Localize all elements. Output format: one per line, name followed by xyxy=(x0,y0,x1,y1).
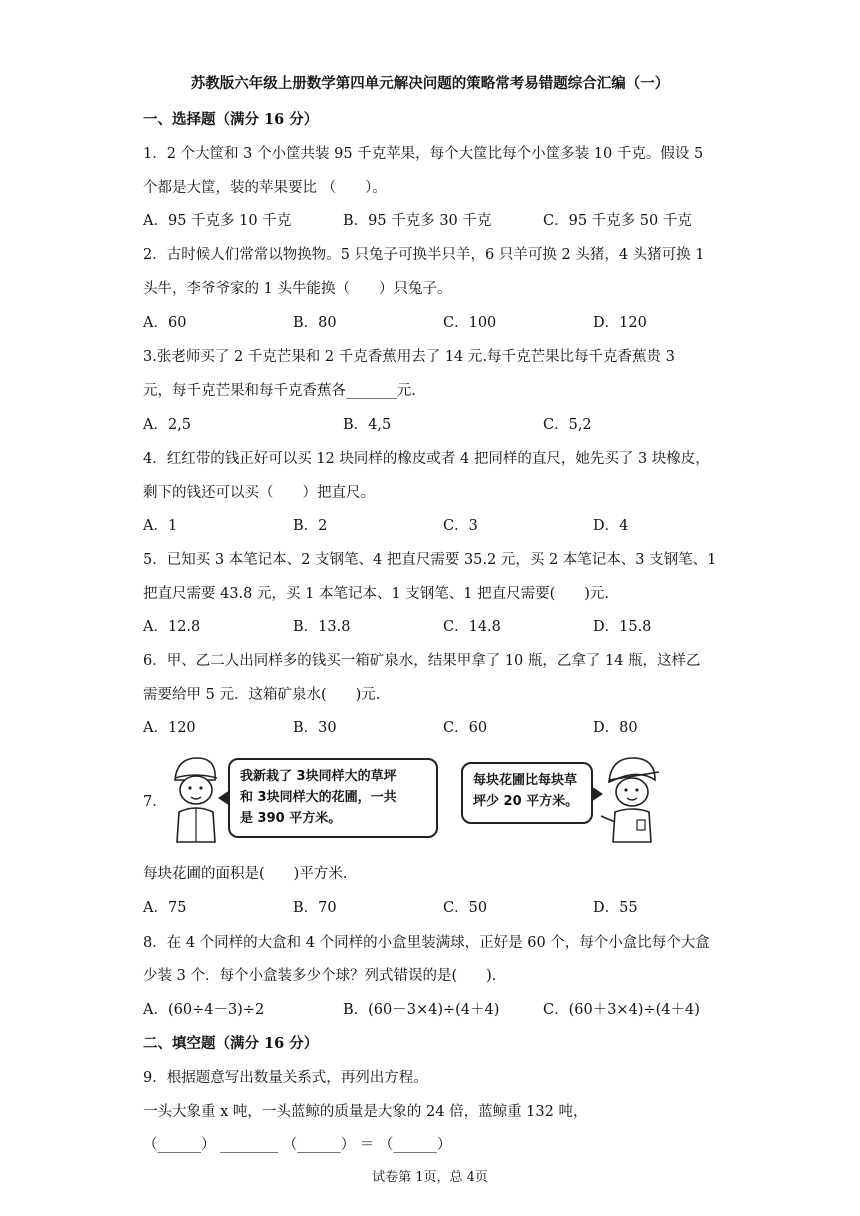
question-6-option-b: B．30 xyxy=(293,720,337,736)
speech-bubble-right xyxy=(461,762,593,824)
question-3-option-a: A．2,5 xyxy=(143,417,192,433)
question-4-option-b: B．2 xyxy=(293,518,328,534)
question-4-line-1: 4．红红带的钱正好可以买 12 块同样的橡皮或者 4 把同样的直尺，她先买了 3 块橡皮， xyxy=(143,451,710,467)
question-4-option-c: C．3 xyxy=(443,518,478,534)
question-6-option-d: D．80 xyxy=(593,720,638,736)
question-3-option-b: B．4,5 xyxy=(343,417,392,433)
page-title: 苏教版六年级上册数学第四单元解决问题的策略常考易错题综合汇编（一） xyxy=(190,75,670,92)
question-2-line-2: 头牛，李爷爷家的 1 头牛能换（ ）只兔子。 xyxy=(143,281,452,297)
boy-left-icon xyxy=(165,750,225,846)
question-1-option-c: C．95 千克多 50 千克 xyxy=(543,213,692,229)
question-3-line-1: 3.张老师买了 2 千克芒果和 2 千克香蕉用去了 14 元.每千克芒果比每千克香蕉贵 3 xyxy=(143,349,675,365)
question-6-option-c: C．60 xyxy=(443,720,488,736)
question-6-line-2: 需要给甲 5 元．这箱矿泉水( )元. xyxy=(143,687,381,703)
question-1-option-b: B．95 千克多 30 千克 xyxy=(343,213,492,229)
question-9-answer-blanks: （______） ________ （______） ＝ （______） xyxy=(143,1137,452,1153)
question-6-line-1: 6．甲、乙二人出同样多的钱买一箱矿泉水，结果甲拿了 10 瓶，乙拿了 14 瓶，这样乙 xyxy=(143,653,701,669)
question-9-line-2: 一头大象重 x 吨，一头蓝鲸的质量是大象的 24 倍，蓝鲸重 132 吨， xyxy=(143,1104,588,1120)
bubble-left-line-3: 是 390 平方米。 xyxy=(240,811,342,826)
question-2-option-c: C．100 xyxy=(443,315,497,331)
question-4-option-d: D．4 xyxy=(593,518,629,534)
speech-tail-left xyxy=(218,790,230,806)
question-8-line-1: 8．在 4 个同样的大盒和 4 个同样的小盒里装满球，正好是 60 个，每个小盒比每个大盒 xyxy=(143,935,710,951)
question-7-number: 7． xyxy=(143,794,167,810)
section-heading-fill: 二、填空题（满分 16 分） xyxy=(143,1035,319,1052)
speech-bubble-left xyxy=(228,758,438,838)
question-5-option-b: B．13.8 xyxy=(293,619,351,635)
question-6-option-a: A．120 xyxy=(143,720,196,736)
question-1-option-a: A．95 千克多 10 千克 xyxy=(143,213,292,229)
question-2-line-1: 2．古时候人们常常以物换物。5 只兔子可换半只羊，6 只羊可换 2 头猪，4 头猪可换 1 xyxy=(143,247,705,263)
question-5-option-c: C．14.8 xyxy=(443,619,501,635)
bubble-left-line-1: 我新栽了 3块同样大的草坪 xyxy=(240,769,397,784)
question-4-line-2: 剩下的钱还可以买（ ）把直尺。 xyxy=(143,485,375,501)
question-5-line-2: 把直尺需要 43.8 元，买 1 本笔记本、1 支钢笔、1 把直尺需要( )元. xyxy=(143,586,610,602)
question-1-line-1: 1．2 个大筐和 3 个小筐共装 95 千克苹果，每个大筐比每个小筐多装 10 千克。假设 5 xyxy=(143,146,704,162)
bubble-left-line-2: 和 3块同样大的花圃，一共 xyxy=(240,790,397,805)
question-1-line-2: 个都是大筐，装的苹果要比 （ ）。 xyxy=(143,180,387,196)
question-8-option-b: B．(60－3×4)÷(4＋4) xyxy=(343,1002,500,1018)
question-3-option-c: C．5,2 xyxy=(543,417,592,433)
question-7-option-a: A．75 xyxy=(143,900,187,916)
question-3-line-2: 元，每千克芒果和每千克香蕉各_______元. xyxy=(143,383,416,399)
boy-right-icon xyxy=(601,752,663,846)
question-8-option-c: C．(60＋3×4)÷(4＋4) xyxy=(543,1002,700,1018)
question-7-illustration xyxy=(143,750,713,846)
question-7-option-b: B．70 xyxy=(293,900,337,916)
question-9-line-1: 9．根据题意写出数量关系式，再列出方程。 xyxy=(143,1070,428,1086)
question-4-option-a: A．1 xyxy=(143,518,178,534)
page-footer: 试卷第 1页，总 4页 xyxy=(372,1170,488,1185)
section-heading-choice: 一、选择题（满分 16 分） xyxy=(143,111,319,128)
question-7-option-c: C．50 xyxy=(443,900,488,916)
question-2-option-b: B．80 xyxy=(293,315,337,331)
question-5-line-1: 5．已知买 3 本笔记本、2 支钢笔、4 把直尺需要 35.2 元，买 2 本笔记本、3 支钢笔、1 xyxy=(143,552,717,568)
question-7-option-d: D．55 xyxy=(593,900,638,916)
question-5-option-d: D．15.8 xyxy=(593,619,652,635)
question-7-question: 每块花圃的面积是( )平方米. xyxy=(143,866,348,882)
question-2-option-d: D．120 xyxy=(593,315,647,331)
bubble-right-line-1: 每块花圃比每块草 xyxy=(473,773,578,788)
question-8-line-2: 少装 3 个．每个小盒装多少个球？列式错误的是( ). xyxy=(143,968,497,984)
question-2-option-a: A．60 xyxy=(143,315,187,331)
bubble-right-line-2: 坪少 20 平方米。 xyxy=(473,794,579,809)
question-5-option-a: A．12.8 xyxy=(143,619,201,635)
question-8-option-a: A．(60÷4－3)÷2 xyxy=(143,1002,265,1018)
